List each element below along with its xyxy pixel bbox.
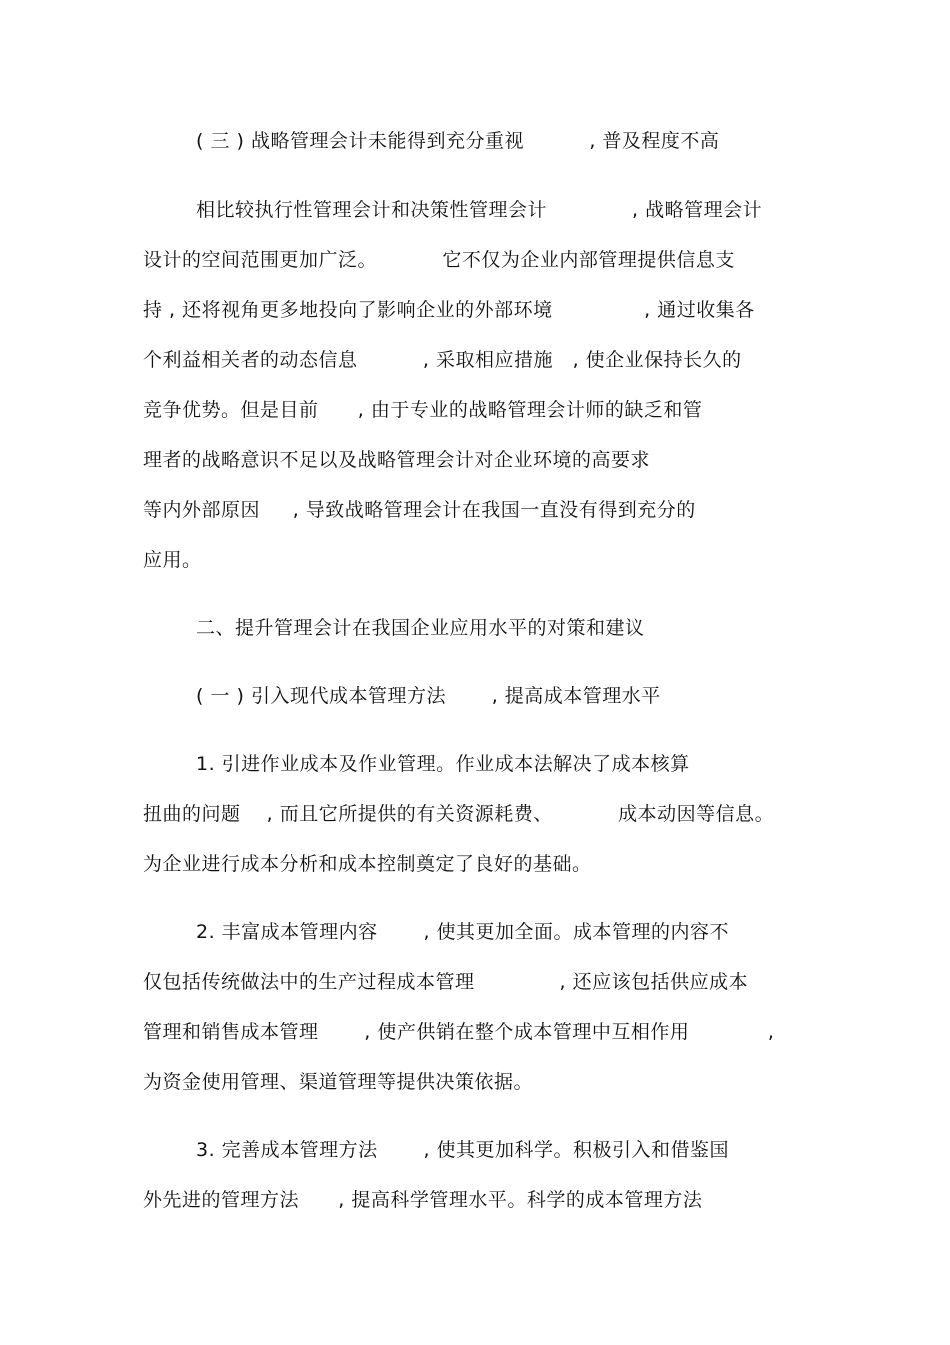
paragraph-line: 理者的战略意识不足以及战略管理会计对企业环境的高要求: [143, 449, 651, 471]
paragraph-line: 竞争优势。但是目前 , 由于专业的战略管理会计师的缺乏和管: [143, 399, 703, 421]
paragraph-line: 为资金使用管理、渠道管理等提供决策依据。: [143, 1071, 534, 1093]
paragraph-line: 仅包括传统做法中的生产过程成本管理 , 还应该包括供应成本: [143, 971, 749, 993]
paragraph-line: 为企业进行成本分析和成本控制奠定了良好的基础。: [143, 853, 592, 875]
paragraph-line: 管理和销售成本管理 , 使产供销在整个成本管理中互相作用 ,: [143, 1021, 775, 1043]
paragraph-line: 3. 完善成本管理方法 , 使其更加科学。积极引入和借鉴国: [196, 1139, 730, 1161]
paragraph-line: 持 , 还将视角更多地投向了影响企业的外部环境 , 通过收集各: [143, 299, 755, 321]
paragraph-line: 1. 引进作业成本及作业管理。作业成本法解决了成本核算: [196, 753, 690, 775]
section-heading-2: 二、提升管理会计在我国企业应用水平的对策和建议: [196, 617, 645, 639]
subsection-heading-1: ( 一 ) 引入现代成本管理方法 , 提高成本管理水平: [196, 685, 661, 707]
section-heading-3: ( 三 ) 战略管理会计未能得到充分重视 , 普及程度不高: [196, 130, 720, 152]
paragraph-line: 扭曲的问题 , 而且它所提供的有关资源耗费、 成本动因等信息。: [143, 803, 775, 825]
paragraph-line: 外先进的管理方法 , 提高科学管理水平。科学的成本管理方法: [143, 1189, 703, 1211]
paragraph-line: 相比较执行性管理会计和决策性管理会计 , 战略管理会计: [196, 199, 763, 221]
paragraph-line: 应用。: [143, 549, 202, 571]
paragraph-line: 设计的空间范围更加广泛。 它不仅为企业内部管理提供信息支: [143, 249, 735, 271]
paragraph-line: 2. 丰富成本管理内容 , 使其更加全面。成本管理的内容不: [196, 921, 730, 943]
paragraph-line: 个利益相关者的动态信息 , 采取相应措施 , 使企业保持长久的: [143, 349, 742, 371]
paragraph-line: 等内外部原因 , 导致战略管理会计在我国一直没有得到充分的: [143, 499, 696, 521]
